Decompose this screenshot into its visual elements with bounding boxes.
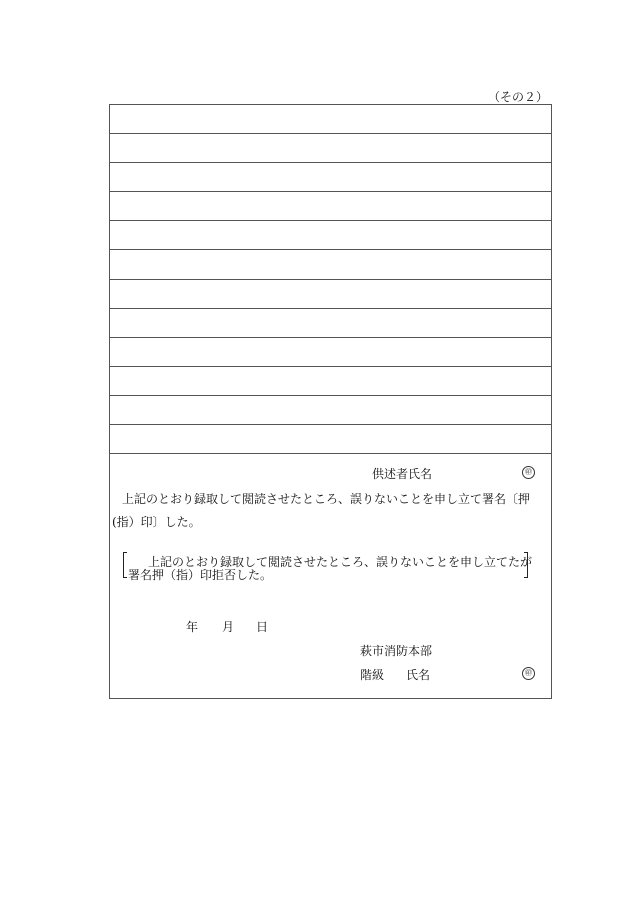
- ruled-row: [110, 425, 551, 454]
- ruled-lines: [110, 105, 551, 454]
- seal-icon: ㊞: [522, 466, 535, 479]
- date-day-label: 日: [256, 620, 269, 634]
- ruled-row: [110, 367, 551, 396]
- bracket-right: [524, 552, 528, 578]
- refusal-text-line1: 上記のとおり録取して閲読させたところ、誤りないことを申し立てたが: [148, 555, 533, 569]
- ruled-row: [110, 134, 551, 163]
- ruled-row: [110, 221, 551, 250]
- ruled-row: [110, 309, 551, 338]
- deponent-name-label: 供述者氏名: [372, 467, 433, 481]
- confirm-text-line1: 上記のとおり録取して閲読させたところ、誤りないことを申し立て署名〔押: [122, 492, 531, 506]
- seal-icon: ㊞: [522, 667, 535, 680]
- date-month-label: 月: [222, 620, 235, 634]
- ruled-row: [110, 250, 551, 279]
- ruled-row: [110, 192, 551, 221]
- ruled-row: [110, 105, 551, 134]
- officer-name-label: 氏名: [406, 668, 431, 682]
- ruled-row: [110, 338, 551, 367]
- confirm-text-line2: (指）印〕した。: [112, 515, 201, 529]
- statement-form: [109, 104, 552, 699]
- rank-label: 階級: [360, 668, 385, 682]
- ruled-row: [110, 396, 551, 425]
- date-year-label: 年: [186, 620, 199, 634]
- page-label: （その２）: [487, 90, 548, 104]
- refusal-text-line2: 署名押（指）印拒否した。: [128, 568, 273, 582]
- ruled-row: [110, 280, 551, 309]
- bracket-left: [123, 552, 127, 578]
- ruled-row: [110, 163, 551, 192]
- department-name: 萩市消防本部: [360, 644, 433, 658]
